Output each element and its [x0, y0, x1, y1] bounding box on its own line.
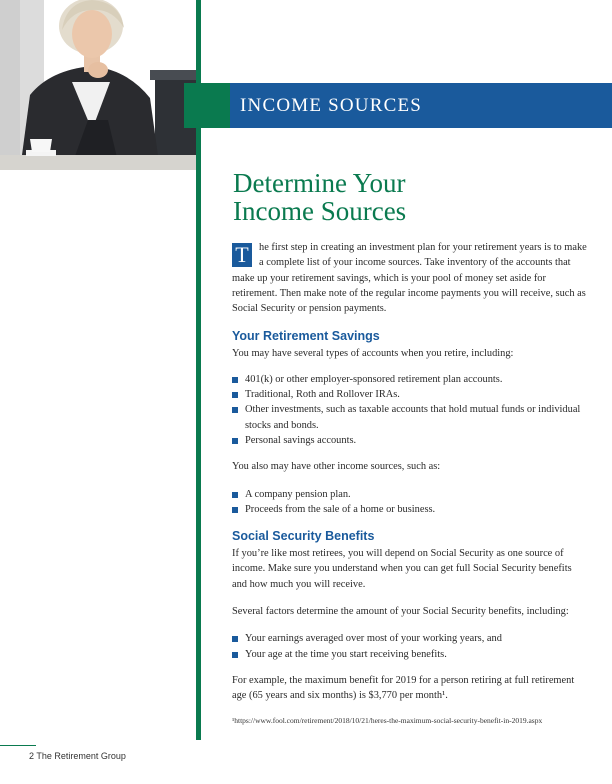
intro-text: he first step in creating an investment plan for your retirement years is to make a complete list of your income sources. Take inventory of the accounts that make up your retirement savings, which is your pool of money set aside for retirement. Then make note of the regular income payments you will receive, such as Social Security or pension payments. — [232, 242, 587, 315]
list-item: Traditional, Roth and Rollover IRAs. — [232, 387, 588, 402]
page-title-line-1: Determine Your — [233, 168, 406, 198]
bullet-square-icon — [232, 377, 238, 383]
footnote: ¹https://www.fool.com/retirement/2018/10/21/heres-the-maximum-social-security-benefit-in-2019.aspx — [232, 715, 543, 725]
list-item: Your age at the time you start receiving benefits. — [232, 647, 588, 662]
social-security-paragraph-1: If you’re like most retirees, you will depend on Social Security as one source of income. Make sure you understand when you can get full Social Security benefits and how much you will receive. — [232, 548, 572, 590]
list-item: Your earnings averaged over most of your working years, and — [232, 631, 588, 646]
bullet-square-icon — [232, 507, 238, 513]
bullet-square-icon — [232, 407, 238, 413]
social-security-heading: Social Security Benefits — [232, 529, 375, 544]
page-footer: 2 The Retirement Group — [29, 751, 126, 761]
section-title: INCOME SOURCES — [240, 95, 423, 116]
retirement-savings-heading: Your Retirement Savings — [232, 329, 380, 344]
social-security-paragraph-3: For example, the maximum benefit for 2019 for a person retiring at full retirement age (65 years and six months) is $3,770 per month¹. — [232, 674, 575, 702]
footer-rule — [0, 745, 36, 746]
list-item: Other investments, such as taxable accounts that hold mutual funds or individual stocks and bonds. — [232, 402, 588, 433]
retirement-accounts-list — [232, 372, 588, 448]
bullet-square-icon — [232, 392, 238, 398]
list-item: Proceeds from the sale of a home or business. — [232, 502, 588, 517]
bullet-square-icon — [232, 652, 238, 658]
list-item: 401(k) or other employer-sponsored retirement plan accounts. — [232, 372, 588, 387]
bullet-square-icon — [232, 492, 238, 498]
social-security-paragraph-2: Several factors determine the amount of your Social Security benefits, including: — [232, 606, 569, 618]
bullet-square-icon — [232, 438, 238, 444]
page-title — [233, 169, 583, 225]
retirement-savings-lead: You may have several types of accounts when you retire, including: — [232, 348, 514, 360]
bullet-square-icon — [232, 636, 238, 642]
benefit-factors-list — [232, 631, 588, 662]
other-income-list — [232, 487, 588, 518]
article-body — [232, 240, 588, 726]
list-item: A company pension plan. — [232, 487, 588, 502]
intro-paragraph — [232, 240, 588, 316]
header-accent-block — [184, 83, 230, 128]
list-item: Personal savings accounts. — [232, 433, 588, 448]
page-title-line-2: Income Sources — [233, 196, 407, 226]
other-income-lead: You also may have other income sources, such as: — [232, 461, 441, 473]
drop-cap: T — [232, 243, 252, 267]
businesswoman-photo — [0, 0, 196, 170]
